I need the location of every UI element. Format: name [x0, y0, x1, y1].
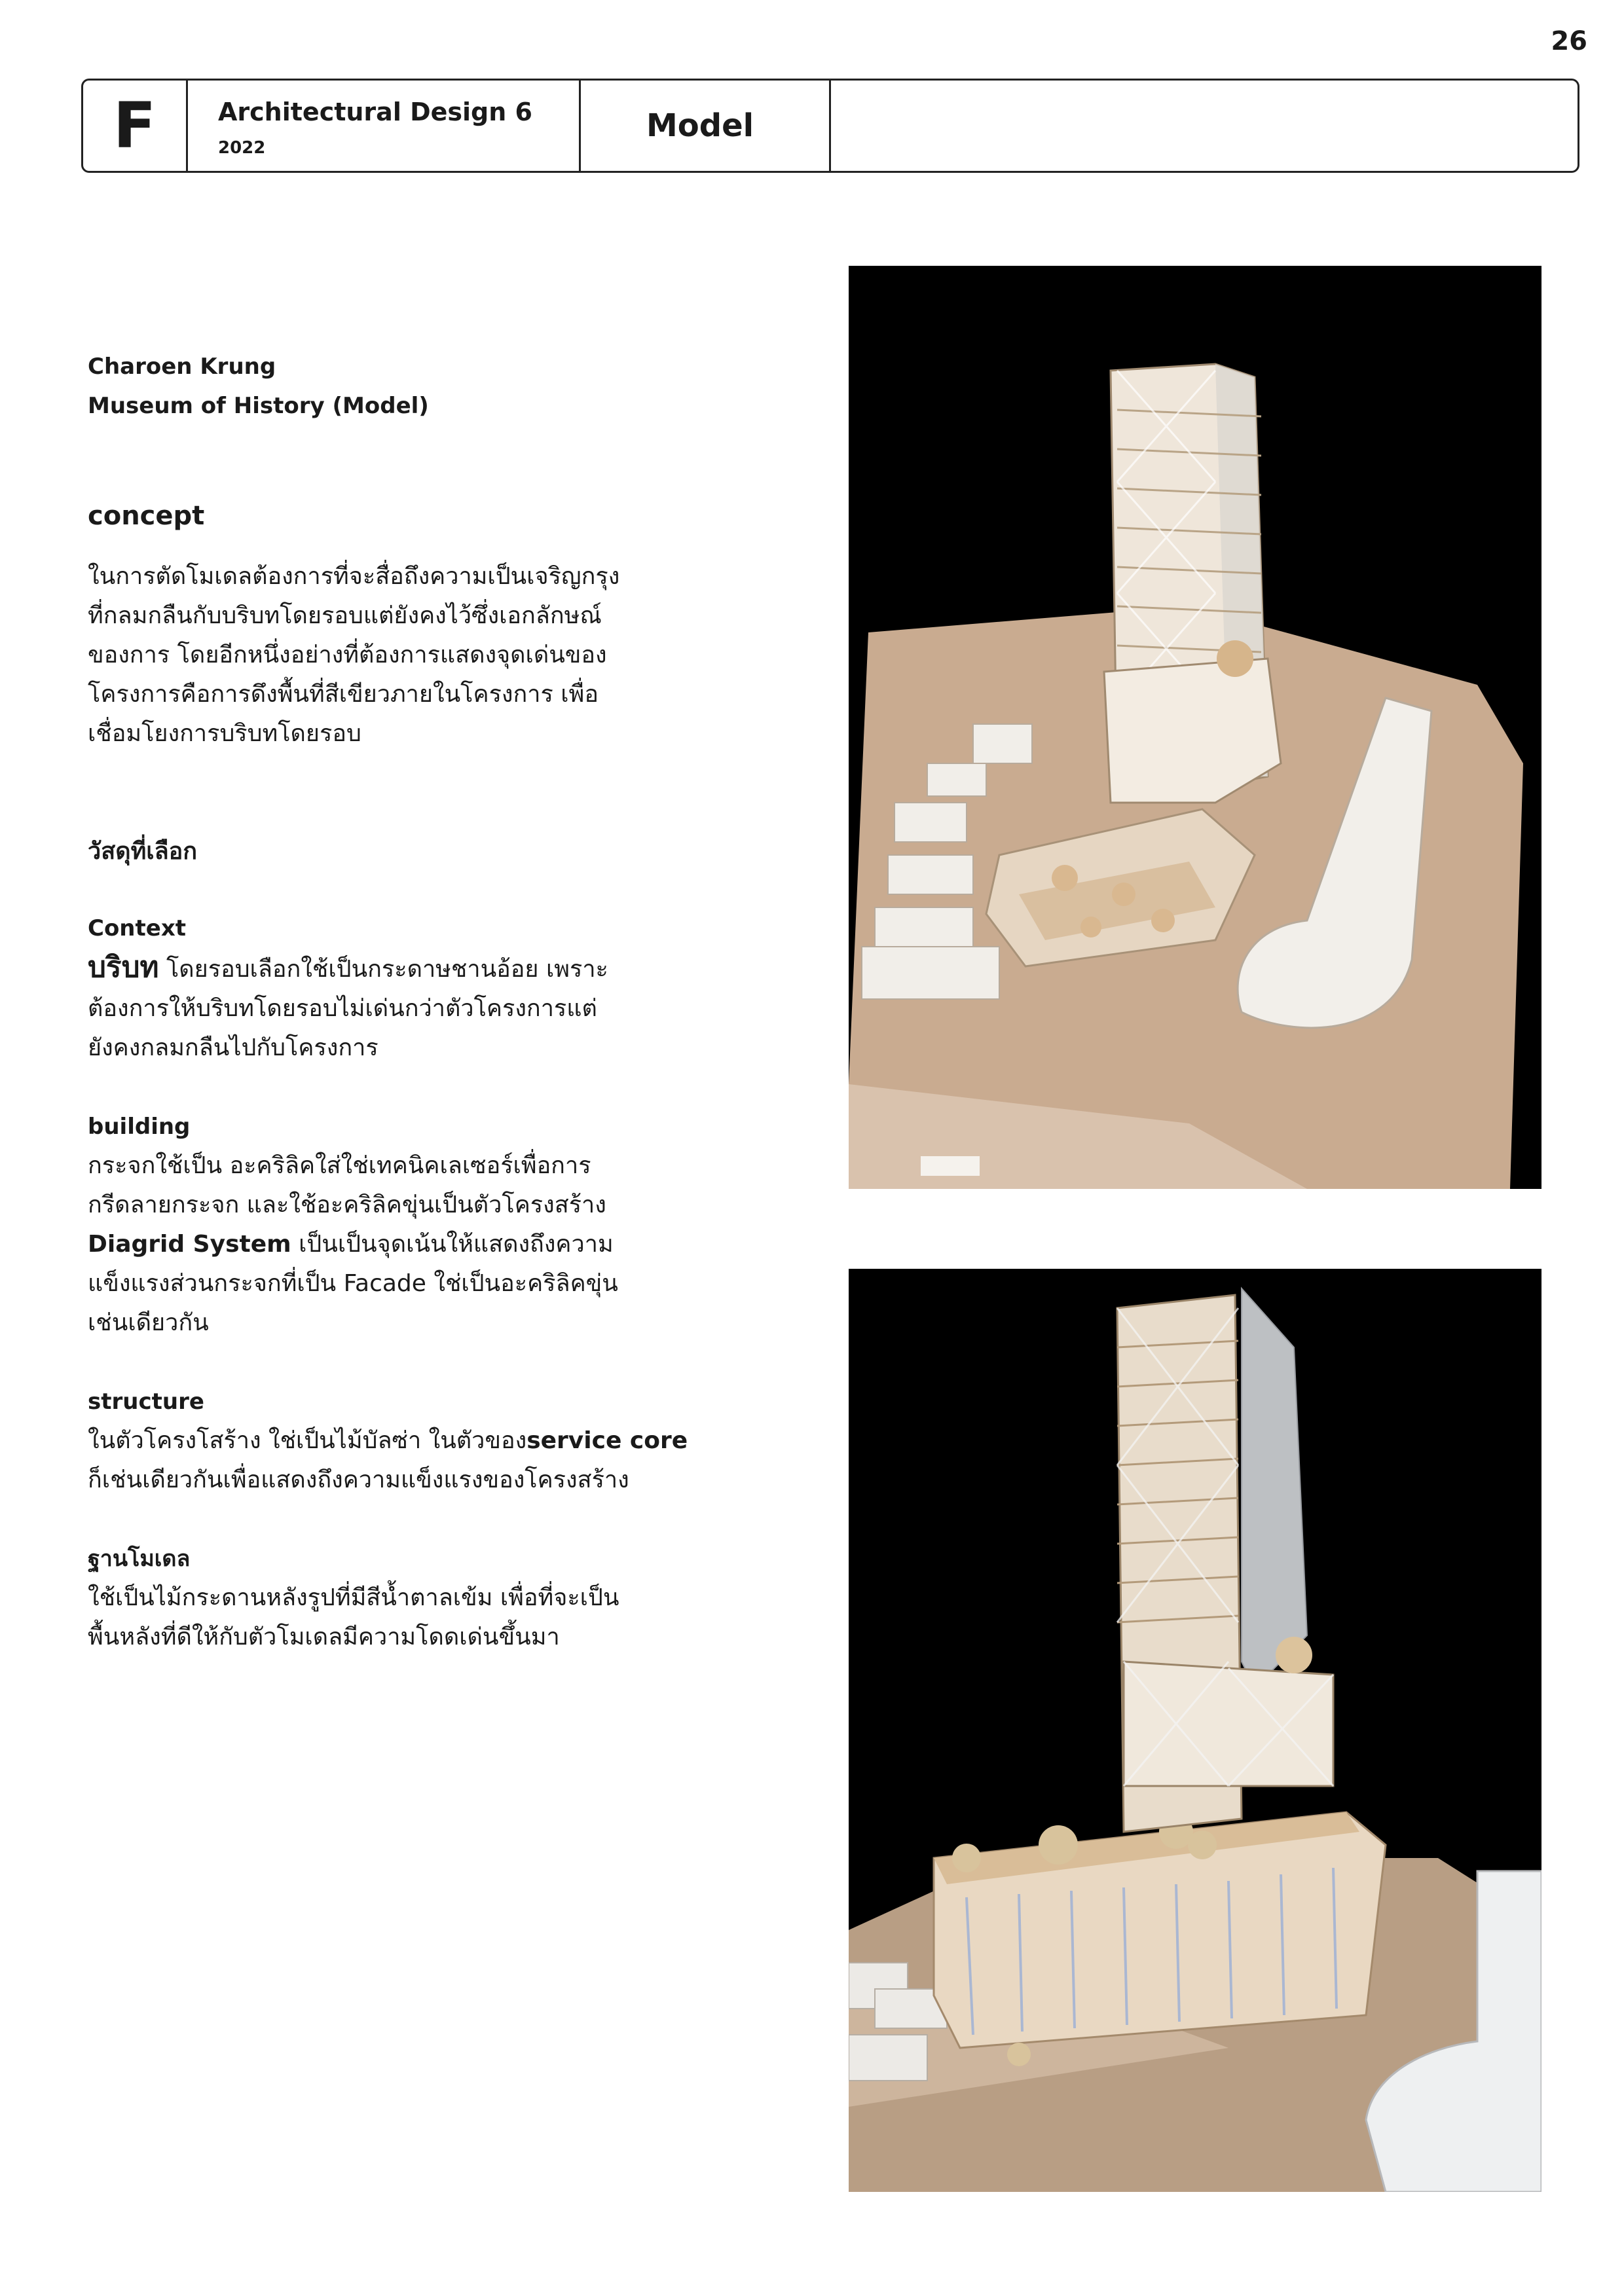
course-title: Architectural Design 6: [218, 98, 532, 126]
context-line: ยังคงกลมกลืนไปกับโครงการ: [88, 1034, 378, 1061]
building-line: กรีดลายกระจก และใช้อะคริลิคขุ่นเป็นตัวโครงสร้าง: [88, 1192, 606, 1218]
building-line: แข็งแรงส่วนกระจกที่เป็น Facade ใช่เป็นอะคริลิคขุ่น: [88, 1270, 618, 1297]
concept-paragraph: [88, 557, 808, 754]
building-block: [88, 1107, 808, 1343]
text-column: [88, 347, 808, 1657]
base-block: [88, 1539, 808, 1657]
structure-line: ก็เช่นเดียวกันเพื่อแสดงถึงความแข็งแรงของโครงสร้าง: [88, 1467, 629, 1493]
concept-line: ในการตัดโมเดลต้องการที่จะสื่อถึงความเป็นเจริญกรุง: [88, 563, 620, 590]
model-aerial-illustration: [849, 266, 1541, 1189]
context-heading: Context: [88, 915, 187, 941]
context-line: ต้องการให้บริบทโดยรอบไม่เด่นกว่าตัวโครงการแต่: [88, 995, 597, 1022]
course-year: 2022: [218, 138, 266, 158]
base-heading: ฐานโมเดล: [88, 1546, 191, 1572]
course-cell: [188, 81, 581, 171]
context-lead: บริบท: [88, 951, 159, 984]
structure-heading: structure: [88, 1389, 204, 1415]
building-line3-rest: เป็นเป็นจุดเน้นให้แสดงถึงความ: [291, 1231, 614, 1258]
concept-line: ที่กลมกลืนกับบริบทโดยรอบแต่ยังคงไว้ซึ่งเอกลักษณ์: [88, 602, 602, 629]
concept-line: โครงการคือการดึงพื้นที่สีเขียวภายในโครงการ เพื่อ: [88, 681, 599, 708]
structure-line1-start: ในตัวโครงโสร้าง ใช่เป็นไม้บัลซ่า ในตัวของ: [88, 1427, 527, 1454]
materials-heading: วัสดุที่เลือก: [88, 838, 198, 865]
section-cell: [581, 81, 831, 171]
project-title-line2: Museum of History (Model): [88, 393, 429, 419]
concept-heading: concept: [88, 501, 205, 531]
context-line1-rest: โดยรอบเลือกใช้เป็นกระดาษชานอ้อย เพราะ: [158, 956, 608, 983]
concept-line: เชื่อมโยงการบริบทโดยรอบ: [88, 720, 361, 747]
service-core-term: service core: [526, 1427, 688, 1454]
base-line: ใช้เป็นไม้กระดานหลังรูปที่มีสีน้ำตาลเข้ม เพื่อที่จะเป็น: [88, 1584, 619, 1611]
context-block: [88, 909, 808, 1068]
building-heading: building: [88, 1114, 191, 1140]
building-line: เช่นเดียวกัน: [88, 1309, 209, 1336]
building-line: กระจกใช้เป็น อะคริลิคใส่ใช่เทคนิคเลเซอร์เพื่อการ: [88, 1152, 591, 1179]
concept-line: ของการ โดยอีกหนึ่งอย่างที่ต้องการแสดงจุดเด่นของ: [88, 642, 607, 668]
header-empty-cell: [831, 81, 1578, 171]
chapter-letter-cell: [83, 81, 188, 171]
model-perspective-illustration: [849, 1269, 1541, 2192]
project-title-line1: Charoen Krung: [88, 354, 276, 380]
model-photo-perspective: [849, 1269, 1541, 2192]
diagrid-term: Diagrid System: [88, 1231, 291, 1258]
context-line: [88, 948, 808, 989]
page-number: 26: [1551, 26, 1587, 56]
structure-block: [88, 1382, 808, 1500]
model-photo-aerial: [849, 266, 1541, 1189]
base-line: พื้นหลังที่ดีให้กับตัวโมเดลมีความโดดเด่นขึ้นมา: [88, 1624, 560, 1650]
structure-line: [88, 1421, 808, 1461]
section-title: Model: [646, 107, 754, 144]
header-bar: [81, 79, 1579, 173]
building-line: [88, 1225, 808, 1264]
chapter-letter: F: [113, 89, 157, 162]
